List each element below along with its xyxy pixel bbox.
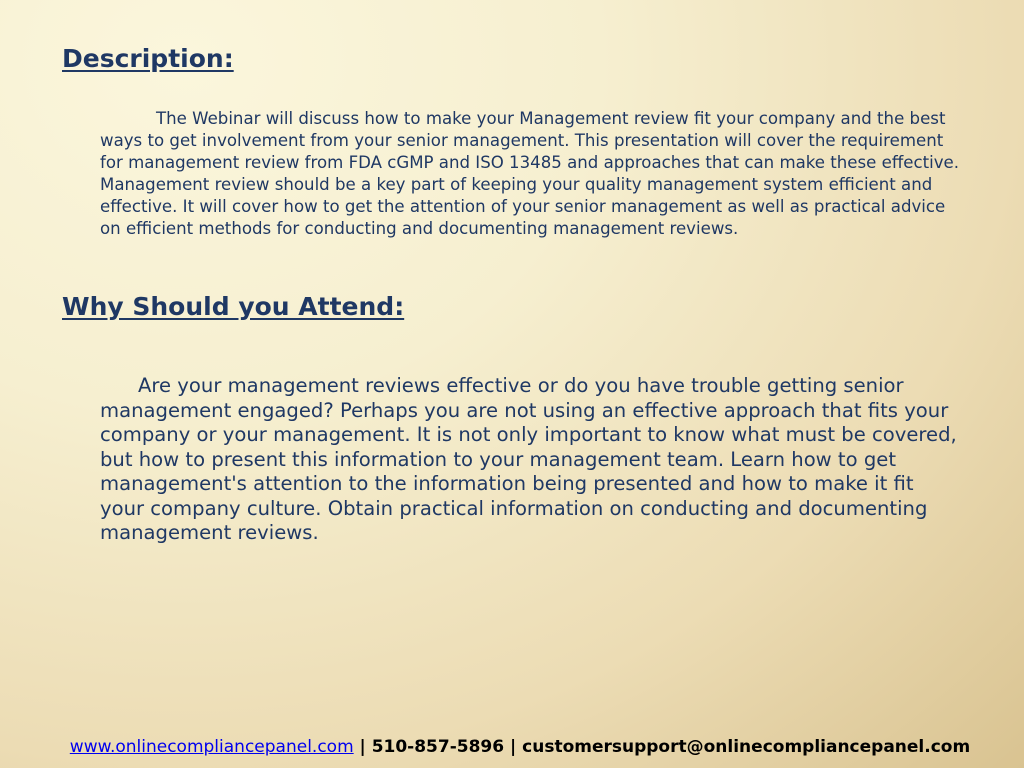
why-attend-paragraph: Are your management reviews effective or do you have trouble getting senior management engaged? Perhaps you are not using an effective approach that fits your company or your management. It is not only important to know what must be covered, but how to present this information to your management team. Learn how to get management's attention to the information being presented and how to make it fit your company culture. Obtain practical information on conducting and documenting management reviews. xyxy=(100,374,957,544)
website-link[interactable]: www.onlinecompliancepanel.com xyxy=(69,737,354,757)
footer-separator-2: | xyxy=(504,737,523,757)
phone-number: 510-857-5896 xyxy=(371,737,505,757)
footer-separator-1: | xyxy=(353,737,372,757)
footer xyxy=(0,737,1024,757)
support-email: customersupport@onlinecompliancepanel.com xyxy=(522,737,971,757)
description-paragraph: The Webinar will discuss how to make your Management review fit your company and the best ways to get involvement from your senior management. This presentation will cover the requirement for management review from FDA cGMP and ISO 13485 and approaches that can make these effective. Management review should be a key part of keeping your quality management system efficient and effective. It will cover how to get the attention of your senior management as well as practical advice on efficient methods for conducting and documenting management reviews. xyxy=(100,109,960,238)
why-attend-heading: Why Should you Attend: xyxy=(62,292,405,321)
description-heading: Description: xyxy=(62,44,234,73)
